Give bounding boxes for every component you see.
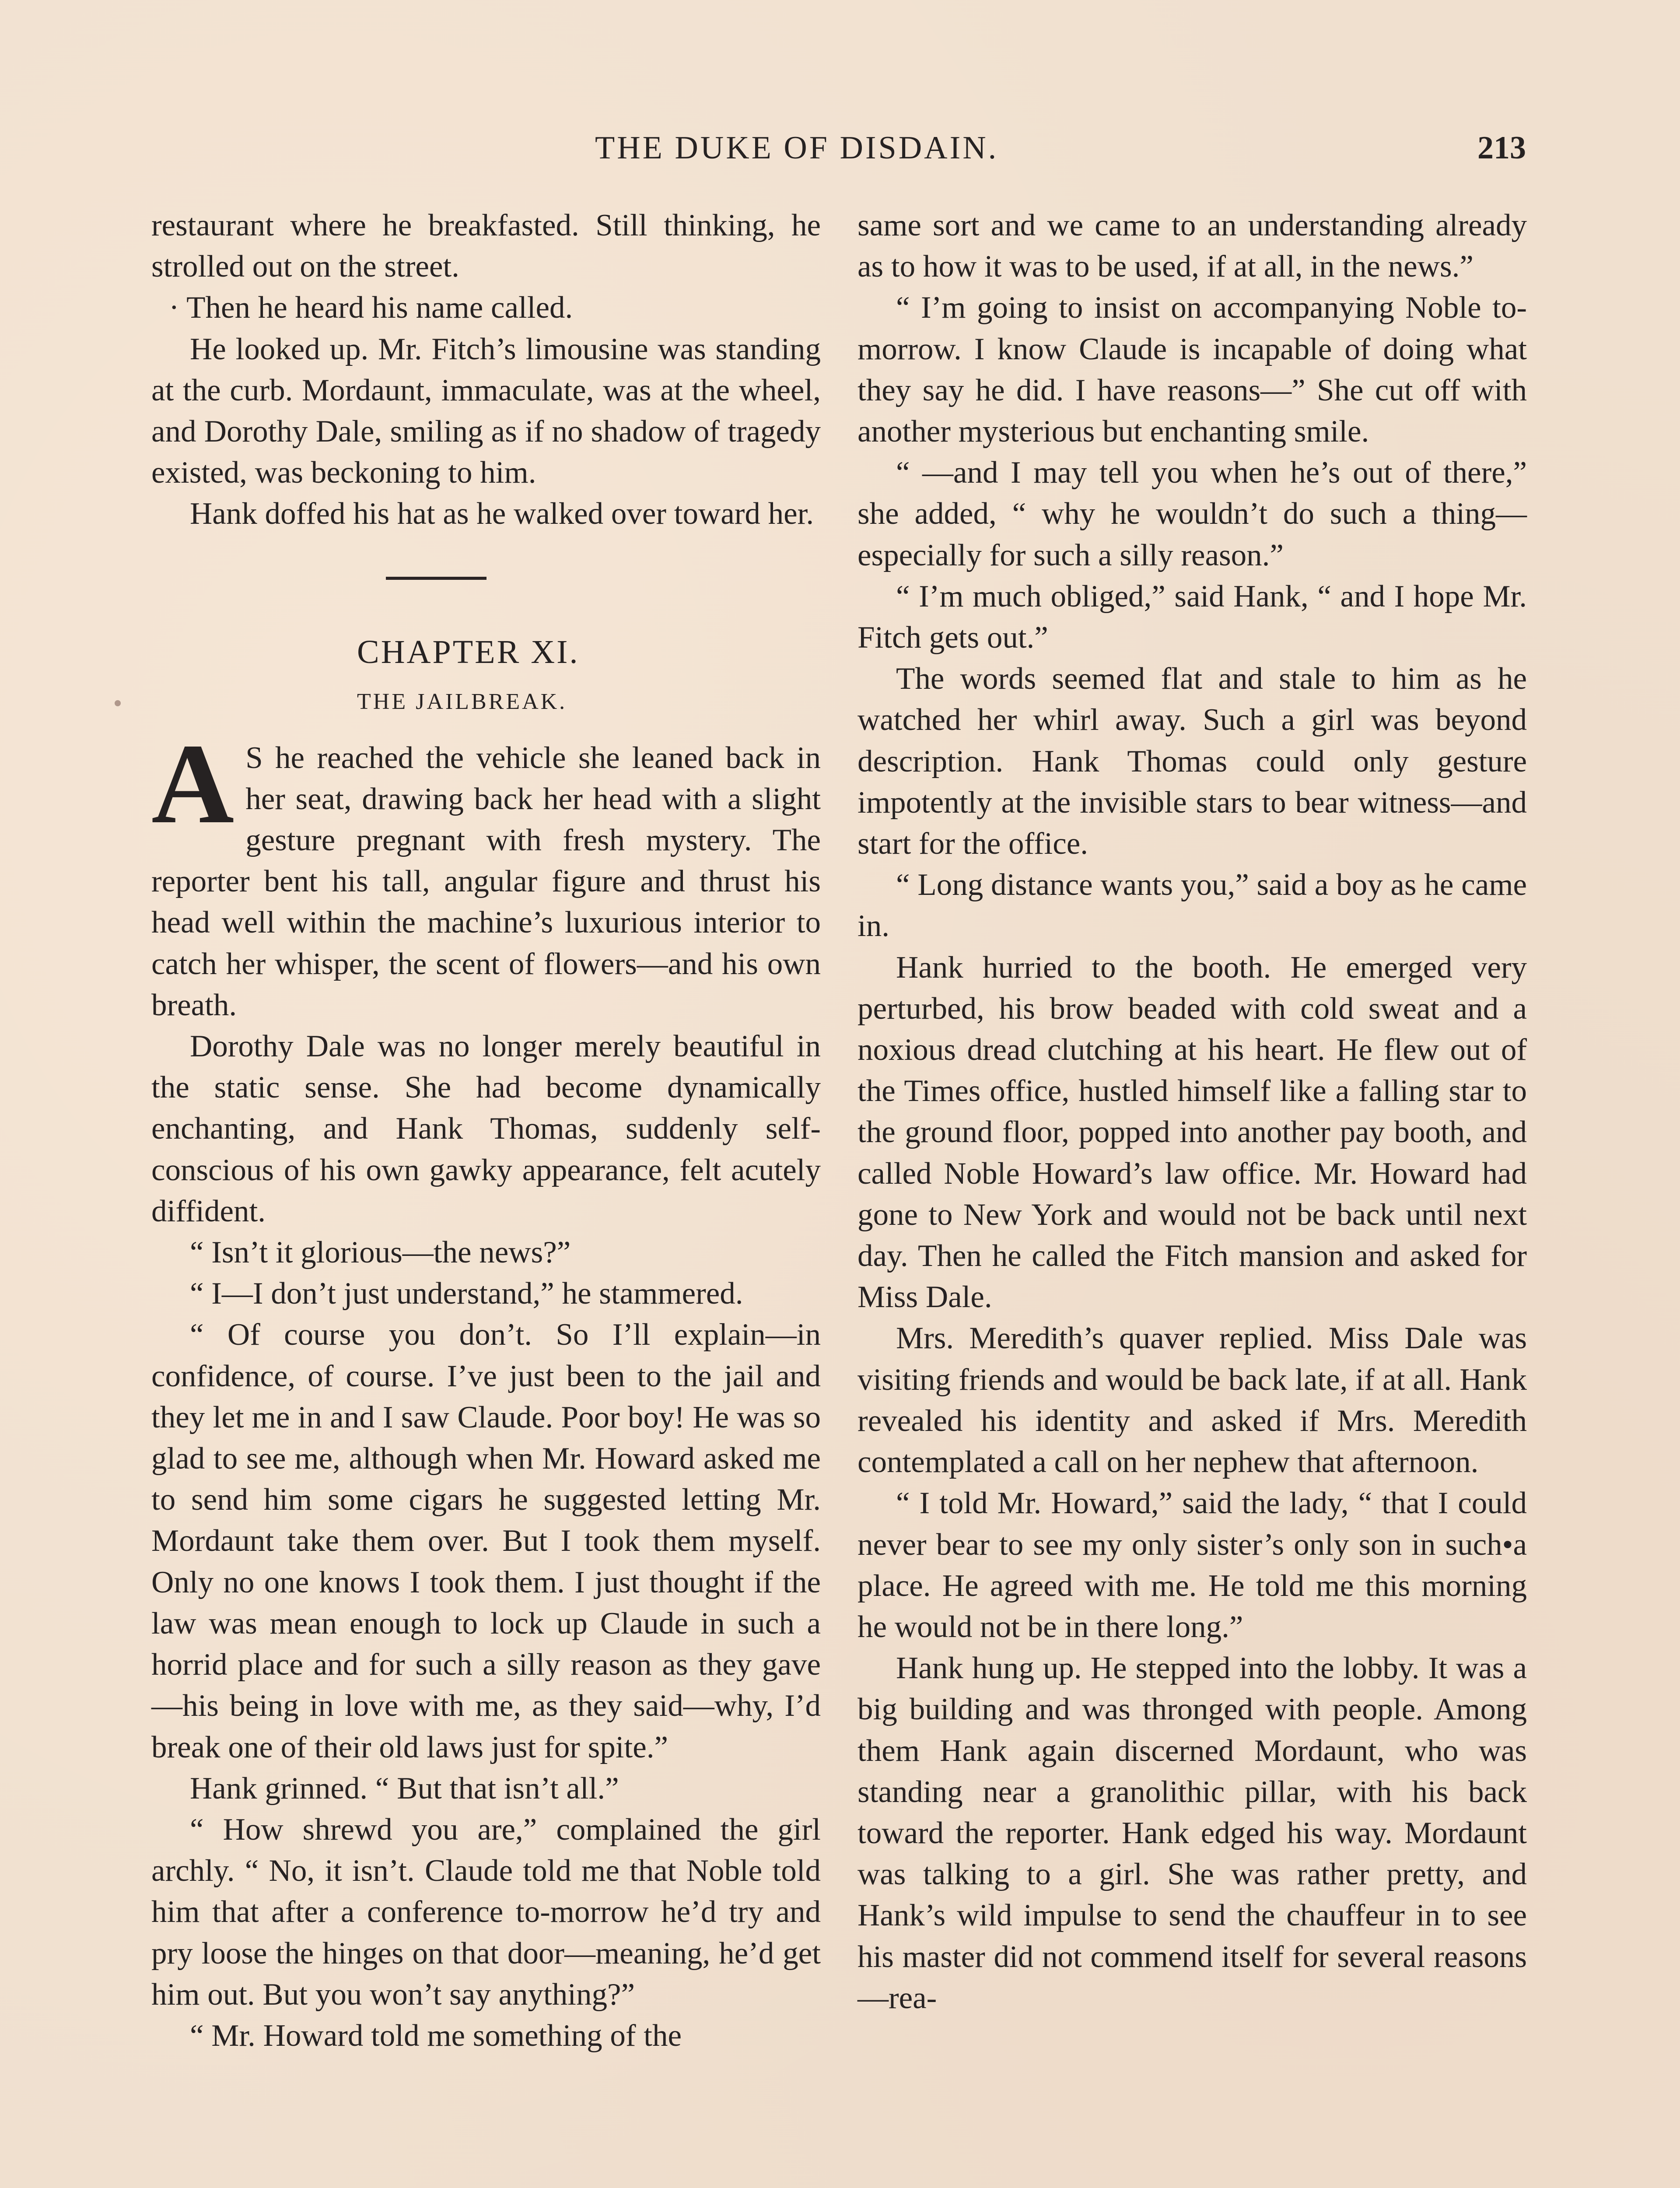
paragraph: “ I—I don’t just understand,” he stammered.	[190, 1276, 743, 1311]
paragraph: · Then he heard his name called.	[169, 291, 573, 325]
paragraph: “ Mr. Howard told me something of the	[190, 2018, 682, 2053]
page-number: 213	[1477, 130, 1526, 166]
section-divider	[386, 577, 486, 580]
chapter-subtitle: THE JAILBREAK.	[357, 689, 567, 714]
paragraph: same sort and we came to an understanding already as to how it was to be used, if at all, in the news.”	[858, 208, 1527, 284]
paragraph: “ I’m much obliged,” said Hank, “ and I hope Mr. Fitch gets out.”	[858, 579, 1527, 655]
paragraph: He looked up. Mr. Fitch’s limousine was standing at the curb. Mordaunt, immaculate, was at the wheel, and Dorothy Dale, smiling as if no shadow of tragedy existed, was beckoning to him.	[151, 332, 821, 490]
paragraph: “ I’m going to insist on accompanying Noble to-morrow. I know Claude is incapable of doing what they say he did. I have reasons—” She cut off with another mysterious but enchanting smile.	[858, 291, 1527, 449]
drop-cap: A	[151, 720, 234, 847]
chapter-opening-paragraph	[151, 720, 821, 1026]
left-column	[151, 205, 821, 2056]
paragraph: Hank doffed his hat as he walked over toward her.	[190, 497, 814, 531]
paragraph: Hank grinned. “ But that isn’t all.”	[190, 1771, 619, 1806]
paragraph: Hank hung up. He stepped into the lobby. It was a big building and was thronged with people. Among them Hank again discerned Mordaunt, who was standing near a granolithic pillar, with his back toward the reporter. Hank edged his way. Mordaunt was talking to a girl. She was rather pretty, and Hank’s wild impulse to send the chauffeur in to see his master did not commend itself for several reasons—rea-	[858, 1651, 1527, 2015]
chapter-title: CHAPTER XI.	[357, 633, 580, 670]
paragraph: “ I told Mr. Howard,” said the lady, “ that I could never bear to see my only sister’s only son in such•a place. He agreed with me. He told me this morning he would not be in there long.”	[858, 1486, 1527, 1644]
paragraph: “ Of course you don’t. So I’ll explain—in confidence, of course. I’ve just been to the jail and they let me in and I saw Claude. Poor boy! He was so glad to see me, although when Mr. Howard asked me to send him some cigars he suggested letting Mr. Mordaunt take them over. But I took them myself. Only no one knows I took them. I just thought if the law was mean enough to lock up Claude in such a horrid place and for such a silly reason as they gave—his being in love with me, as they said—why, I’d break one of their old laws just for spite.”	[151, 1318, 821, 1764]
paragraph: “ Isn’t it glorious—the news?”	[190, 1235, 571, 1270]
paragraph: The words seemed flat and stale to him as he watched her whirl away. Such a girl was beyond description. Hank Thomas could only gesture impotently at the invisible stars to bear witness—and start for the office.	[858, 662, 1527, 861]
paragraph: restaurant where he breakfasted. Still thinking, he strolled out on the street.	[151, 208, 821, 284]
paper-speck	[115, 700, 121, 706]
paragraph: Mrs. Meredith’s quaver replied. Miss Dale was visiting friends and would be back late, if at all. Hank revealed his identity and asked if Mrs. Meredith contemplated a call on her nephew that afternoon.	[858, 1321, 1527, 1480]
paragraph: “ How shrewd you are,” complained the girl archly. “ No, it isn’t. Claude told me that Noble told him that after a conference to-morrow he’d try and pry loose the hinges on that door—meaning, he’d get him out. But you won’t say anything?”	[151, 1812, 821, 2012]
chapter-opening-text: S he reached the vehicle she leaned back in her seat, drawing back her head with a slight gesture pregnant with fresh mystery. The reporter bent his tall, angular figure and thrust his head well within the machine’s luxurious interior to catch her whisper, the scent of flowers—and his own breath.	[151, 740, 821, 1022]
paragraph: “ Long distance wants you,” said a boy as he came in.	[858, 868, 1527, 943]
paragraph: “ —and I may tell you when he’s out of there,” she added, “ why he wouldn’t do such a thing—especially for such a silly reason.”	[858, 456, 1527, 572]
right-column	[858, 205, 1527, 2019]
running-head: THE DUKE OF DISDAIN.	[595, 130, 999, 166]
paragraph: Dorothy Dale was no longer merely beautiful in the static sense. She had become dynamically enchanting, and Hank Thomas, suddenly self-conscious of his own gawky appearance, felt acutely diffident.	[151, 1029, 821, 1228]
paragraph: Hank hurried to the booth. He emerged very perturbed, his brow beaded with cold sweat and a noxious dread clutching at his heart. He flew out of the Times office, hustled himself like a falling star to the ground floor, popped into another pay booth, and called Noble Howard’s law office. Mr. Howard had gone to New York and would not be back until next day. Then he called the Fitch mansion and asked for Miss Dale.	[858, 950, 1527, 1315]
